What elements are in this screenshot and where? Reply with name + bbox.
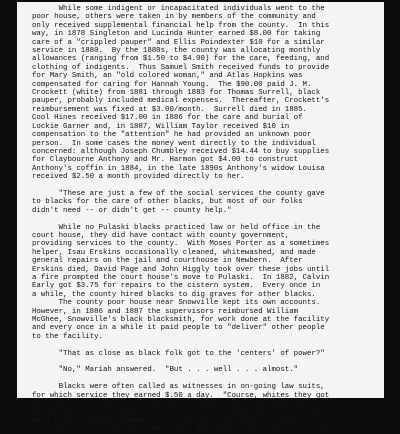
- text-line: allowances (ranging from $1.50 to $4.00) for the care, feeding, and: [32, 55, 330, 64]
- text-line: to blacks for the care of other blacks, but most of our folks: [32, 198, 303, 207]
- text-line: a fire prompted the court house's move to Pulaski. In 1882, Calvin: [32, 273, 330, 282]
- text-line: While some indigent or incapacitated individuals went to the: [32, 5, 325, 13]
- text-line: helper, Isau Erskins occasionally cleaned, whitewashed, and made: [32, 248, 316, 257]
- paragraph: [32, 366, 374, 374]
- paragraph-gap: [32, 358, 374, 366]
- text-line: Cool Hines received $17.00 in 1886 for the care and burial of: [32, 114, 303, 123]
- text-line: care of a "crippled pauper" and Ellis Poindexter $10 for a similar: [32, 38, 325, 47]
- text-line: reimbursement was fixed at $3.00/month. Surrell died in 1885.: [32, 105, 307, 114]
- text-line: Anthony's coffin in 1884, in the late 1890s Anthony's widow Louisa: [32, 164, 325, 173]
- text-line: McGhee, Snowville's black blacksmith, for work done at the facility: [32, 316, 330, 324]
- text-line: pauper, probably included medical expenses. Thereafter, Crockett's: [32, 97, 330, 106]
- text-line: Early got $3.75 for repairs to the cistern system. Every once in: [32, 282, 321, 291]
- paragraph: [32, 5, 374, 182]
- paragraph-gap: [32, 375, 374, 383]
- paragraph: [32, 383, 374, 433]
- paragraph-gap: [32, 215, 374, 223]
- text-line: and every once in a while it paid people to "deliver" other people: [32, 324, 325, 333]
- paragraph-gap: [32, 341, 374, 349]
- text-line: way, in 1878 Singleton and Lucinda Hunter earned $8.00 for taking: [32, 30, 321, 39]
- text-line: for Claybourne Anthony and Mr. Harmon got $4.00 to construct: [32, 156, 299, 165]
- paragraph-gap: [32, 182, 374, 190]
- text-line: poor house, others were taken in by members of the community and: [32, 13, 316, 22]
- text-line: when their neighbor Stewart Christian died in 1886. On other: [32, 416, 303, 425]
- text-line: earned $10 and $5 respectively for services rendered in the inquest: [32, 408, 330, 417]
- text-line: compensated for caring for Hannah Young. The $90.00 paid J. M.: [32, 80, 312, 89]
- text-line: Lockie Garner and, in 1887, William Taylor received $10 in: [32, 122, 290, 131]
- text-line: Erskins died, David Page and John Higgly took over these jobs until: [32, 265, 330, 274]
- text-line: only received supplemental financial help from the county. In this: [32, 21, 330, 30]
- text-line: a while, the county hired blacks to dig graves for other blacks.: [32, 290, 316, 299]
- text-line: While no Pulaski blacks practiced law or held office in the: [32, 223, 321, 232]
- text-line: didn't need -- or didn't get -- county help.": [32, 206, 232, 215]
- text-line: court house, they did have contact with county government,: [32, 231, 290, 240]
- text-line: Blacks were often called as witnesses in on-going law suits,: [32, 383, 325, 392]
- document-page: [17, 2, 384, 434]
- paragraph: [32, 190, 374, 215]
- text-line: Crockett (white) from 1881 through 1883 for Thomas Surrell, black: [32, 89, 321, 98]
- text-line: providing services to the county. With Moses Porter as a sometimes: [32, 240, 330, 249]
- text-line: compensation to the "attention" he had provided an unknown poor: [32, 131, 312, 140]
- text-line: received $2.50 a month provided directly to her.: [32, 173, 245, 182]
- text-line: person. In some cases the money went directly to the individual: [32, 139, 316, 148]
- text-line: However, in 1886 and 1887 the supervisors reimbursed William: [32, 307, 299, 316]
- paragraph: [32, 224, 374, 342]
- paragraph: [32, 350, 374, 358]
- document-text: [32, 5, 374, 434]
- text-line: concerned: although Joseph Chumbley received $14.44 to buy supplies: [32, 147, 330, 156]
- text-line: for which service they earned $.50 a day. "Course, whites they got: [32, 391, 330, 400]
- text-line: for Mary Smith, an "old colored woman," and Atlas Hopkins was: [32, 72, 303, 81]
- text-line: "That as close as black folk got to the 'centers' of power?": [32, 349, 325, 358]
- text-line: "No," Mariah answered. "But . . . well . . . almost.": [32, 366, 299, 375]
- text-line: general repairs on the jail and courthouse in Newbern. After: [32, 257, 303, 266]
- text-line: to the facility.: [32, 332, 103, 341]
- text-line: occasions, the county provided black defendants with attorneys, the: [32, 425, 330, 434]
- text-line: "These are just a few of the social services the county gave: [32, 189, 325, 198]
- text-line: clothing of indigents. Thus Samuel Smith received funds to provide: [32, 63, 330, 72]
- text-line: service in 1880. By the 1880s, the county was allocating monthly: [32, 47, 321, 56]
- text-line: paid more." In an unusual instance, Daniel Hall and Moses Porter: [32, 400, 321, 409]
- text-line: The county poor house near Snowville kept its own accounts.: [32, 299, 321, 308]
